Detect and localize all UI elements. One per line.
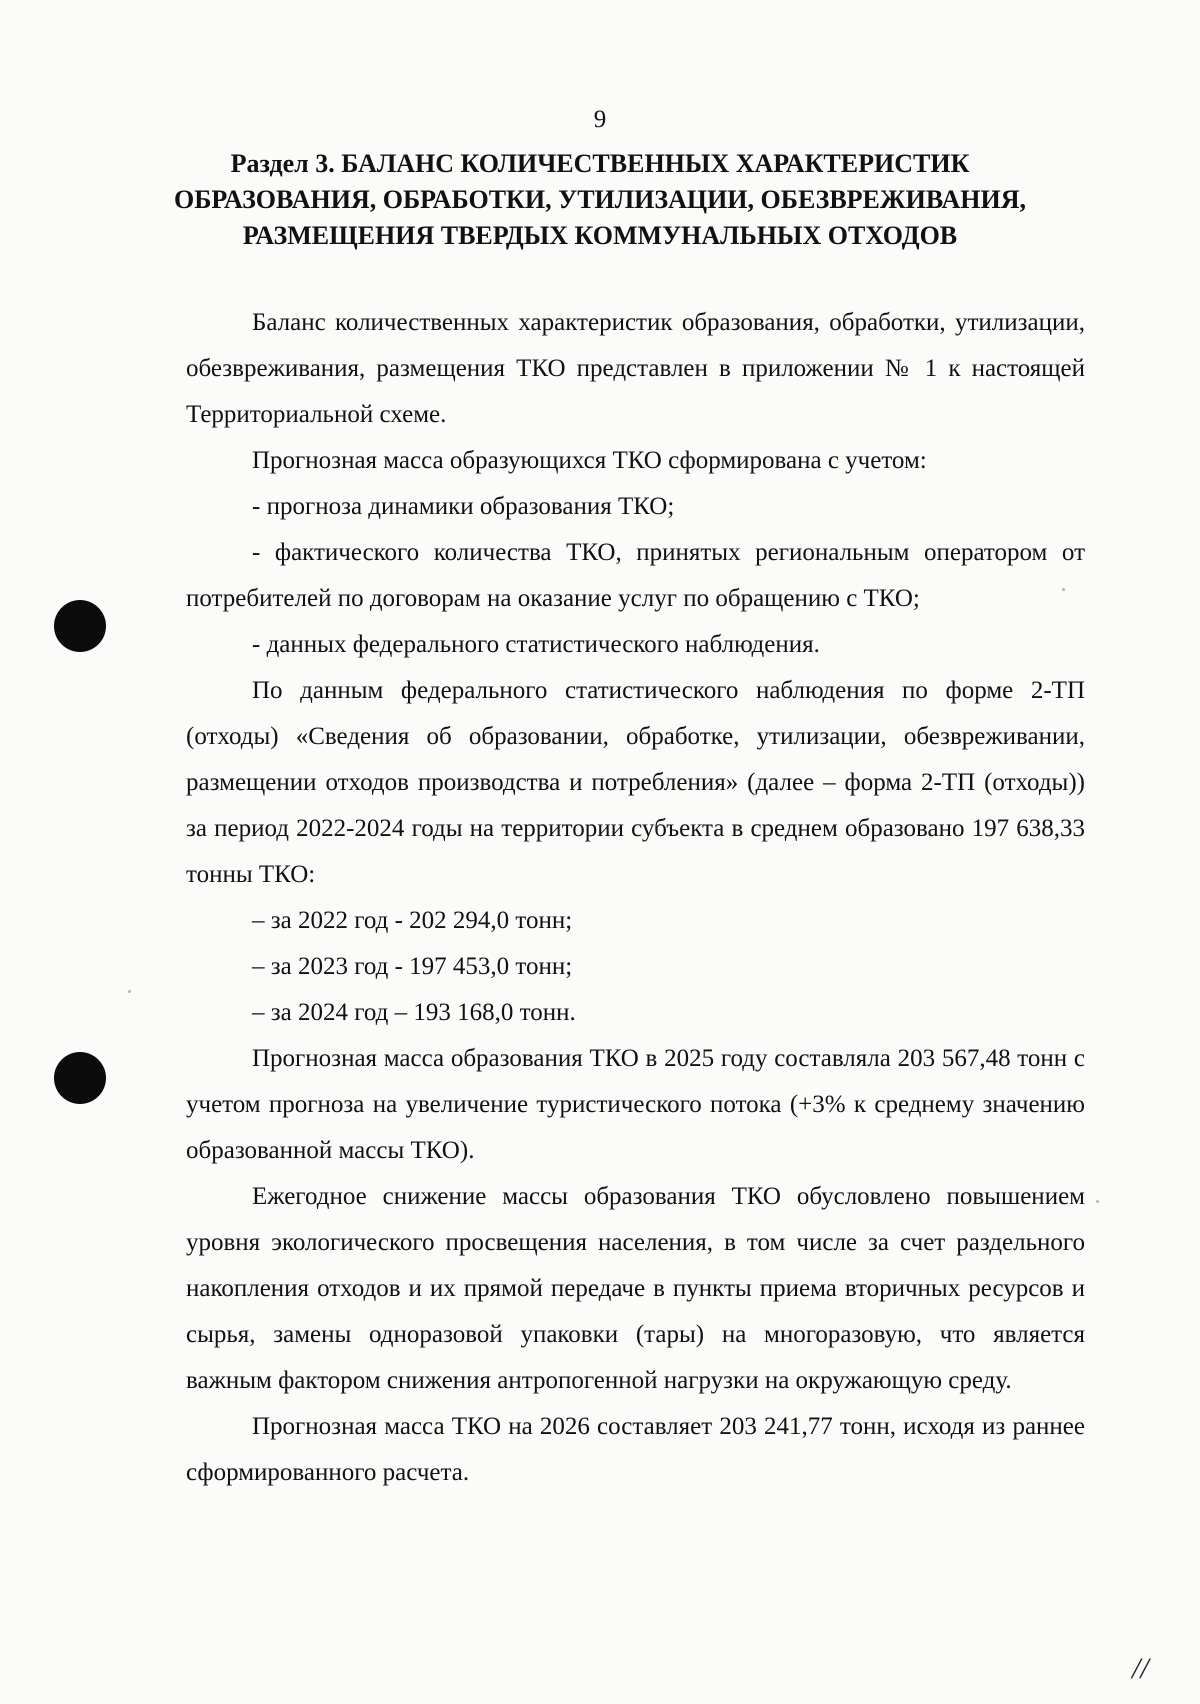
paragraph-balance-intro: Баланс количественных характеристик образования, обработки, утилизации, обезвреживания, размещения ТКО представлен в приложении № 1 к настоящей Территориальной схеме. [186,309,1085,428]
section-heading [150,146,1050,254]
paragraph-forecast-2026: Прогнозная масса ТКО на 2026 составляет 203 241,77 тонн, исходя из раннее сформированного расчета. [186,1413,1085,1486]
list-item-2024: – за 2024 год – 193 168,0 тонн. [252,999,576,1026]
document-body [186,300,1085,1496]
scan-speck [1096,1200,1099,1203]
list-item-2022: – за 2022 год - 202 294,0 тонн; [252,907,573,934]
scan-speck [128,990,131,993]
list-item-actual-quantity: - фактического количества ТКО, принятых региональным оператором от потребителей по договорам на оказание услуг по обращению с ТКО; [186,539,1085,612]
heading-line-3: РАЗМЕЩЕНИЯ ТВЕРДЫХ КОММУНАЛЬНЫХ ОТХОДОВ [242,221,958,250]
binder-hole-top [54,600,106,652]
scan-speck [1062,588,1065,591]
heading-line-2: ОБРАЗОВАНИЯ, ОБРАБОТКИ, УТИЛИЗАЦИИ, ОБЕЗВРЕЖИВАНИЯ, [173,185,1027,214]
corner-mark: // [1132,1652,1149,1685]
heading-line-1: Раздел 3. БАЛАНС КОЛИЧЕСТВЕННЫХ ХАРАКТЕРИСТИК [230,149,970,178]
list-item-statistics: - данных федерального статистического наблюдения. [252,631,820,658]
page-number: 9 [593,106,607,133]
paragraph-forecast-basis: Прогнозная масса образующихся ТКО сформирована с учетом: [252,447,927,474]
paragraph-statistics-2tp: По данным федерального статистического наблюдения по форме 2-ТП (отходы) «Сведения об образовании, обработке, утилизации, обезвреживании, размещении отходов производства и потребления» (далее – форма 2-ТП (отходы)) за период 2022-2024 годы на территории субъекта в среднем образовано 197 638,33 тонны ТКО: [186,677,1085,888]
list-item-dynamics: - прогноза динамики образования ТКО; [252,493,675,520]
list-item-2023: – за 2023 год - 197 453,0 тонн; [252,953,573,980]
paragraph-forecast-2025: Прогнозная масса образования ТКО в 2025 году составляла 203 567,48 тонн с учетом прогноза на увеличение туристического потока (+3% к среднему значению образованной массы ТКО). [186,1045,1085,1164]
paragraph-annual-decrease: Ежегодное снижение массы образования ТКО обусловлено повышением уровня экологического просвещения населения, в том числе за счет раздельного накопления отходов и их прямой передаче в пункты приема вторичных ресурсов и сырья, замены одноразовой упаковки (тары) на многоразовую, что является важным фактором снижения антропогенной нагрузки на окружающую среду. [186,1183,1085,1394]
binder-hole-bottom [54,1052,106,1104]
